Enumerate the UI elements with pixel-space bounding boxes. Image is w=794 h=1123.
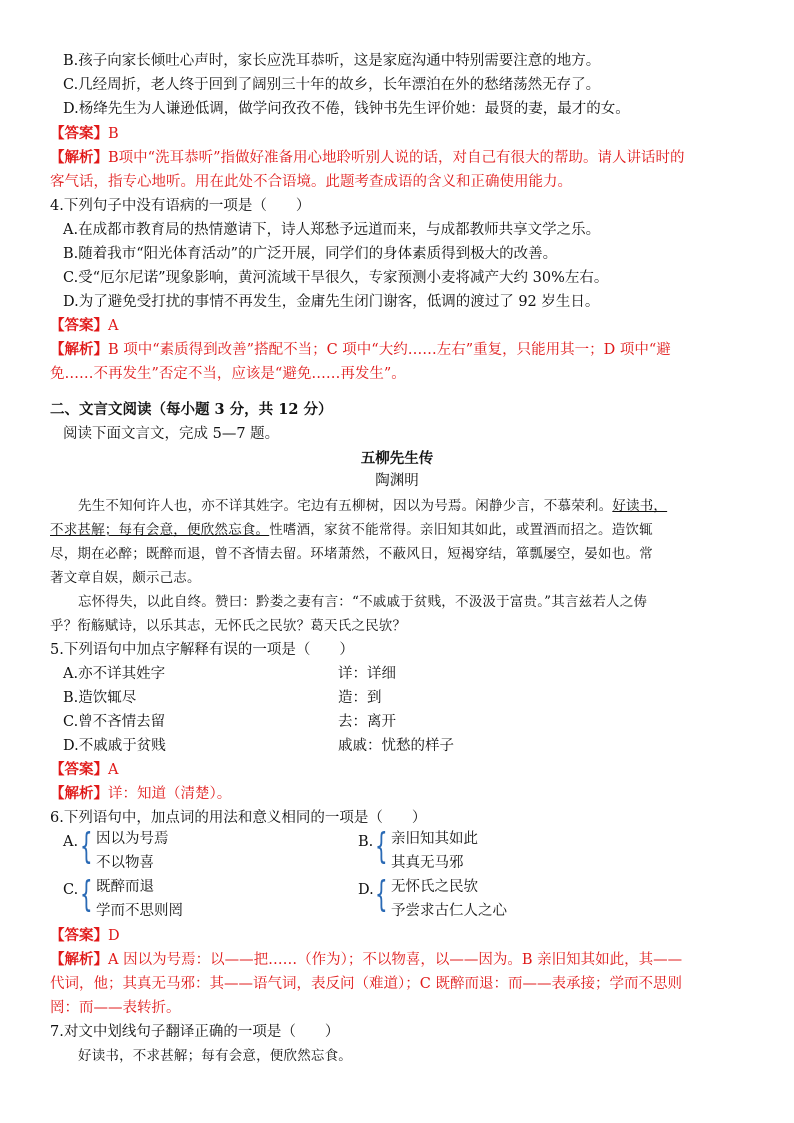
q6-option-a-2: 不以物喜 bbox=[96, 855, 154, 871]
q7-sentence: 好读书，不求甚解；每有会意，便欣然忘食。 bbox=[78, 1048, 352, 1064]
q5-option-a: A.亦不详其姓字 bbox=[63, 666, 166, 682]
section-instruction: 阅读下面文言文，完成 5—7 题。 bbox=[63, 426, 280, 442]
answer-label: 【答案】 bbox=[50, 317, 108, 334]
q6-option-b-label: B. bbox=[358, 834, 374, 850]
q5-option-b-gloss: 造：到 bbox=[338, 690, 382, 706]
q5-option-d-gloss: 戚戚：忧愁的样子 bbox=[338, 738, 454, 754]
brace-icon: { bbox=[80, 874, 93, 915]
q3-option-b: B.孩子向家长倾吐心声时，家长应洗耳恭听，这是家庭沟通中特别需要注意的地方。 bbox=[63, 53, 601, 69]
underlined-sentence: 好读书， bbox=[612, 498, 668, 514]
q6-option-c-2: 学而不思则罔 bbox=[96, 903, 183, 919]
analysis-text: B 项中“素质得到改善”搭配不当；C 项中“大约……左右”重复，只能用其一；D 项中“避 bbox=[108, 342, 671, 358]
q6-option-d-label: D. bbox=[358, 882, 374, 898]
answer-value: D bbox=[108, 928, 120, 944]
brace-icon: { bbox=[375, 874, 388, 915]
q5-option-c-gloss: 去：离开 bbox=[338, 714, 396, 730]
q4-option-b: B.随着我市“阳光体育活动”的广泛开展，同学们的身体素质得到极大的改善。 bbox=[63, 246, 558, 262]
q6-option-a-label: A. bbox=[63, 834, 79, 850]
q6-analysis-line-3: 罔：而——表转折。 bbox=[50, 1000, 181, 1016]
q6-option-a-1: 因以为号焉 bbox=[96, 831, 169, 847]
q6-option-c-1: 既醉而退 bbox=[96, 879, 154, 895]
answer-label: 【答案】 bbox=[50, 761, 108, 778]
q5-stem: 5.下列语句中加点字解释有误的一项是（ ） bbox=[50, 642, 354, 658]
q4-option-a: A.在成都市教育局的热情邀请下，诗人郑愁予远道而来，与成都教师共享文学之乐。 bbox=[63, 222, 601, 238]
passage-author: 陶渊明 bbox=[375, 473, 419, 489]
q6-analysis-line-2: 代词，他；其真无马邪：其——语气词，表反问（难道）；C 既醉而退：而——表承接；学而不思则 bbox=[50, 976, 682, 992]
passage-title: 五柳先生传 bbox=[360, 450, 434, 467]
analysis-label: 【解析】 bbox=[50, 785, 108, 802]
answer-value: A bbox=[108, 318, 119, 334]
answer-label: 【答案】 bbox=[50, 927, 108, 944]
q6-option-b-1: 亲旧知其如此 bbox=[391, 831, 478, 847]
q6-option-c-label: C. bbox=[63, 882, 79, 898]
underlined-sentence: 不求甚解；每有会意，便欣然忘食。 bbox=[50, 522, 270, 538]
q4-answer bbox=[50, 316, 118, 336]
passage-text: 先生不知何许人也，亦不详其姓字。宅边有五柳树，因以为号焉。闲静少言，不慕荣利。 bbox=[78, 498, 613, 514]
q4-analysis-line-1 bbox=[50, 340, 671, 360]
q4-option-d: D.为了避免受打扰的事情不再发生，金庸先生闭门谢客，低调的渡过了 92 岁生日。 bbox=[63, 294, 600, 310]
analysis-text: 详：知道（清楚）。 bbox=[108, 786, 232, 802]
analysis-text: B项中“洗耳恭听”指做好准备用心地聆听别人说的话，对自己有很大的帮助。请人讲话时的 bbox=[108, 150, 685, 166]
q5-option-c: C.曾不吝情去留 bbox=[63, 714, 166, 730]
q5-analysis bbox=[50, 784, 231, 804]
q5-answer bbox=[50, 760, 118, 780]
analysis-label: 【解析】 bbox=[50, 341, 108, 358]
analysis-label: 【解析】 bbox=[50, 951, 108, 968]
passage-line-2 bbox=[50, 520, 653, 540]
q5-option-b: B.造饮辄尽 bbox=[63, 690, 137, 706]
section-heading: 二、文言文阅读（每小题 3 分，共 12 分） bbox=[50, 401, 333, 418]
q6-analysis-line-1 bbox=[50, 950, 682, 970]
analysis-text: A 因以为号焉：以——把……（作为）；不以物喜，以——因为。B 亲旧知其如此，其—— bbox=[108, 952, 683, 968]
passage-line-4: 著文章自娱，颇示己志。 bbox=[50, 570, 201, 586]
q3-option-d: D.杨绛先生为人谦逊低调，做学问孜孜不倦，钱钟书先生评价她：最贤的妻，最才的女。 bbox=[63, 101, 630, 117]
q6-option-d-1: 无怀氏之民欤 bbox=[391, 879, 478, 895]
answer-label: 【答案】 bbox=[50, 125, 108, 142]
q4-stem: 4.下列句子中没有语病的一项是（ ） bbox=[50, 198, 311, 214]
q3-analysis-line-1 bbox=[50, 148, 684, 168]
passage-line-1 bbox=[78, 496, 667, 516]
q6-stem: 6.下列语句中，加点词的用法和意义相同的一项是（ ） bbox=[50, 810, 427, 826]
q4-analysis-line-2: 免……不再发生”否定不当，应该是“避免……再发生”。 bbox=[50, 366, 406, 382]
brace-icon: { bbox=[375, 826, 388, 867]
q6-option-d-2: 予尝求古仁人之心 bbox=[391, 903, 507, 919]
analysis-label: 【解析】 bbox=[50, 149, 108, 166]
answer-value: A bbox=[108, 762, 119, 778]
passage-line-3: 尽，期在必醉；既醉而退，曾不吝情去留。环堵萧然，不蔽风日，短褐穿结，箪瓢屡空，晏如也。常 bbox=[50, 546, 653, 562]
passage-line-6: 乎？衔觞赋诗，以乐其志，无怀氏之民欤？葛天氏之民欤？ bbox=[50, 618, 407, 634]
q3-answer bbox=[50, 124, 119, 144]
passage-line-5: 忘怀得失，以此自终。赞曰：黔娄之妻有言：“不戚戚于贫贱，不汲汲于富贵。”其言兹若人之俦 bbox=[78, 594, 648, 610]
q6-option-b-2: 其真无马邪 bbox=[391, 855, 464, 871]
q5-option-a-gloss: 详：详细 bbox=[338, 666, 396, 682]
q7-stem: 7.对文中划线句子翻译正确的一项是（ ） bbox=[50, 1024, 340, 1040]
q3-analysis-line-2: 客气话，指专心地听。用在此处不合语境。此题考查成语的含义和正确使用能力。 bbox=[50, 174, 572, 190]
q4-option-c: C.受“厄尔尼诺”现象影响，黄河流域干旱很久，专家预测小麦将减产大约 30%左右。 bbox=[63, 270, 609, 286]
q5-option-d: D.不戚戚于贫贱 bbox=[63, 738, 166, 754]
answer-value: B bbox=[108, 126, 119, 142]
passage-text: 性嗜酒，家贫不能常得。亲旧知其如此，或置酒而招之。造饮辄 bbox=[269, 522, 653, 538]
brace-icon: { bbox=[80, 826, 93, 867]
q3-option-c: C.几经周折，老人终于回到了阔别三十年的故乡，长年漂泊在外的愁绪荡然无存了。 bbox=[63, 77, 601, 93]
q6-answer bbox=[50, 926, 120, 946]
